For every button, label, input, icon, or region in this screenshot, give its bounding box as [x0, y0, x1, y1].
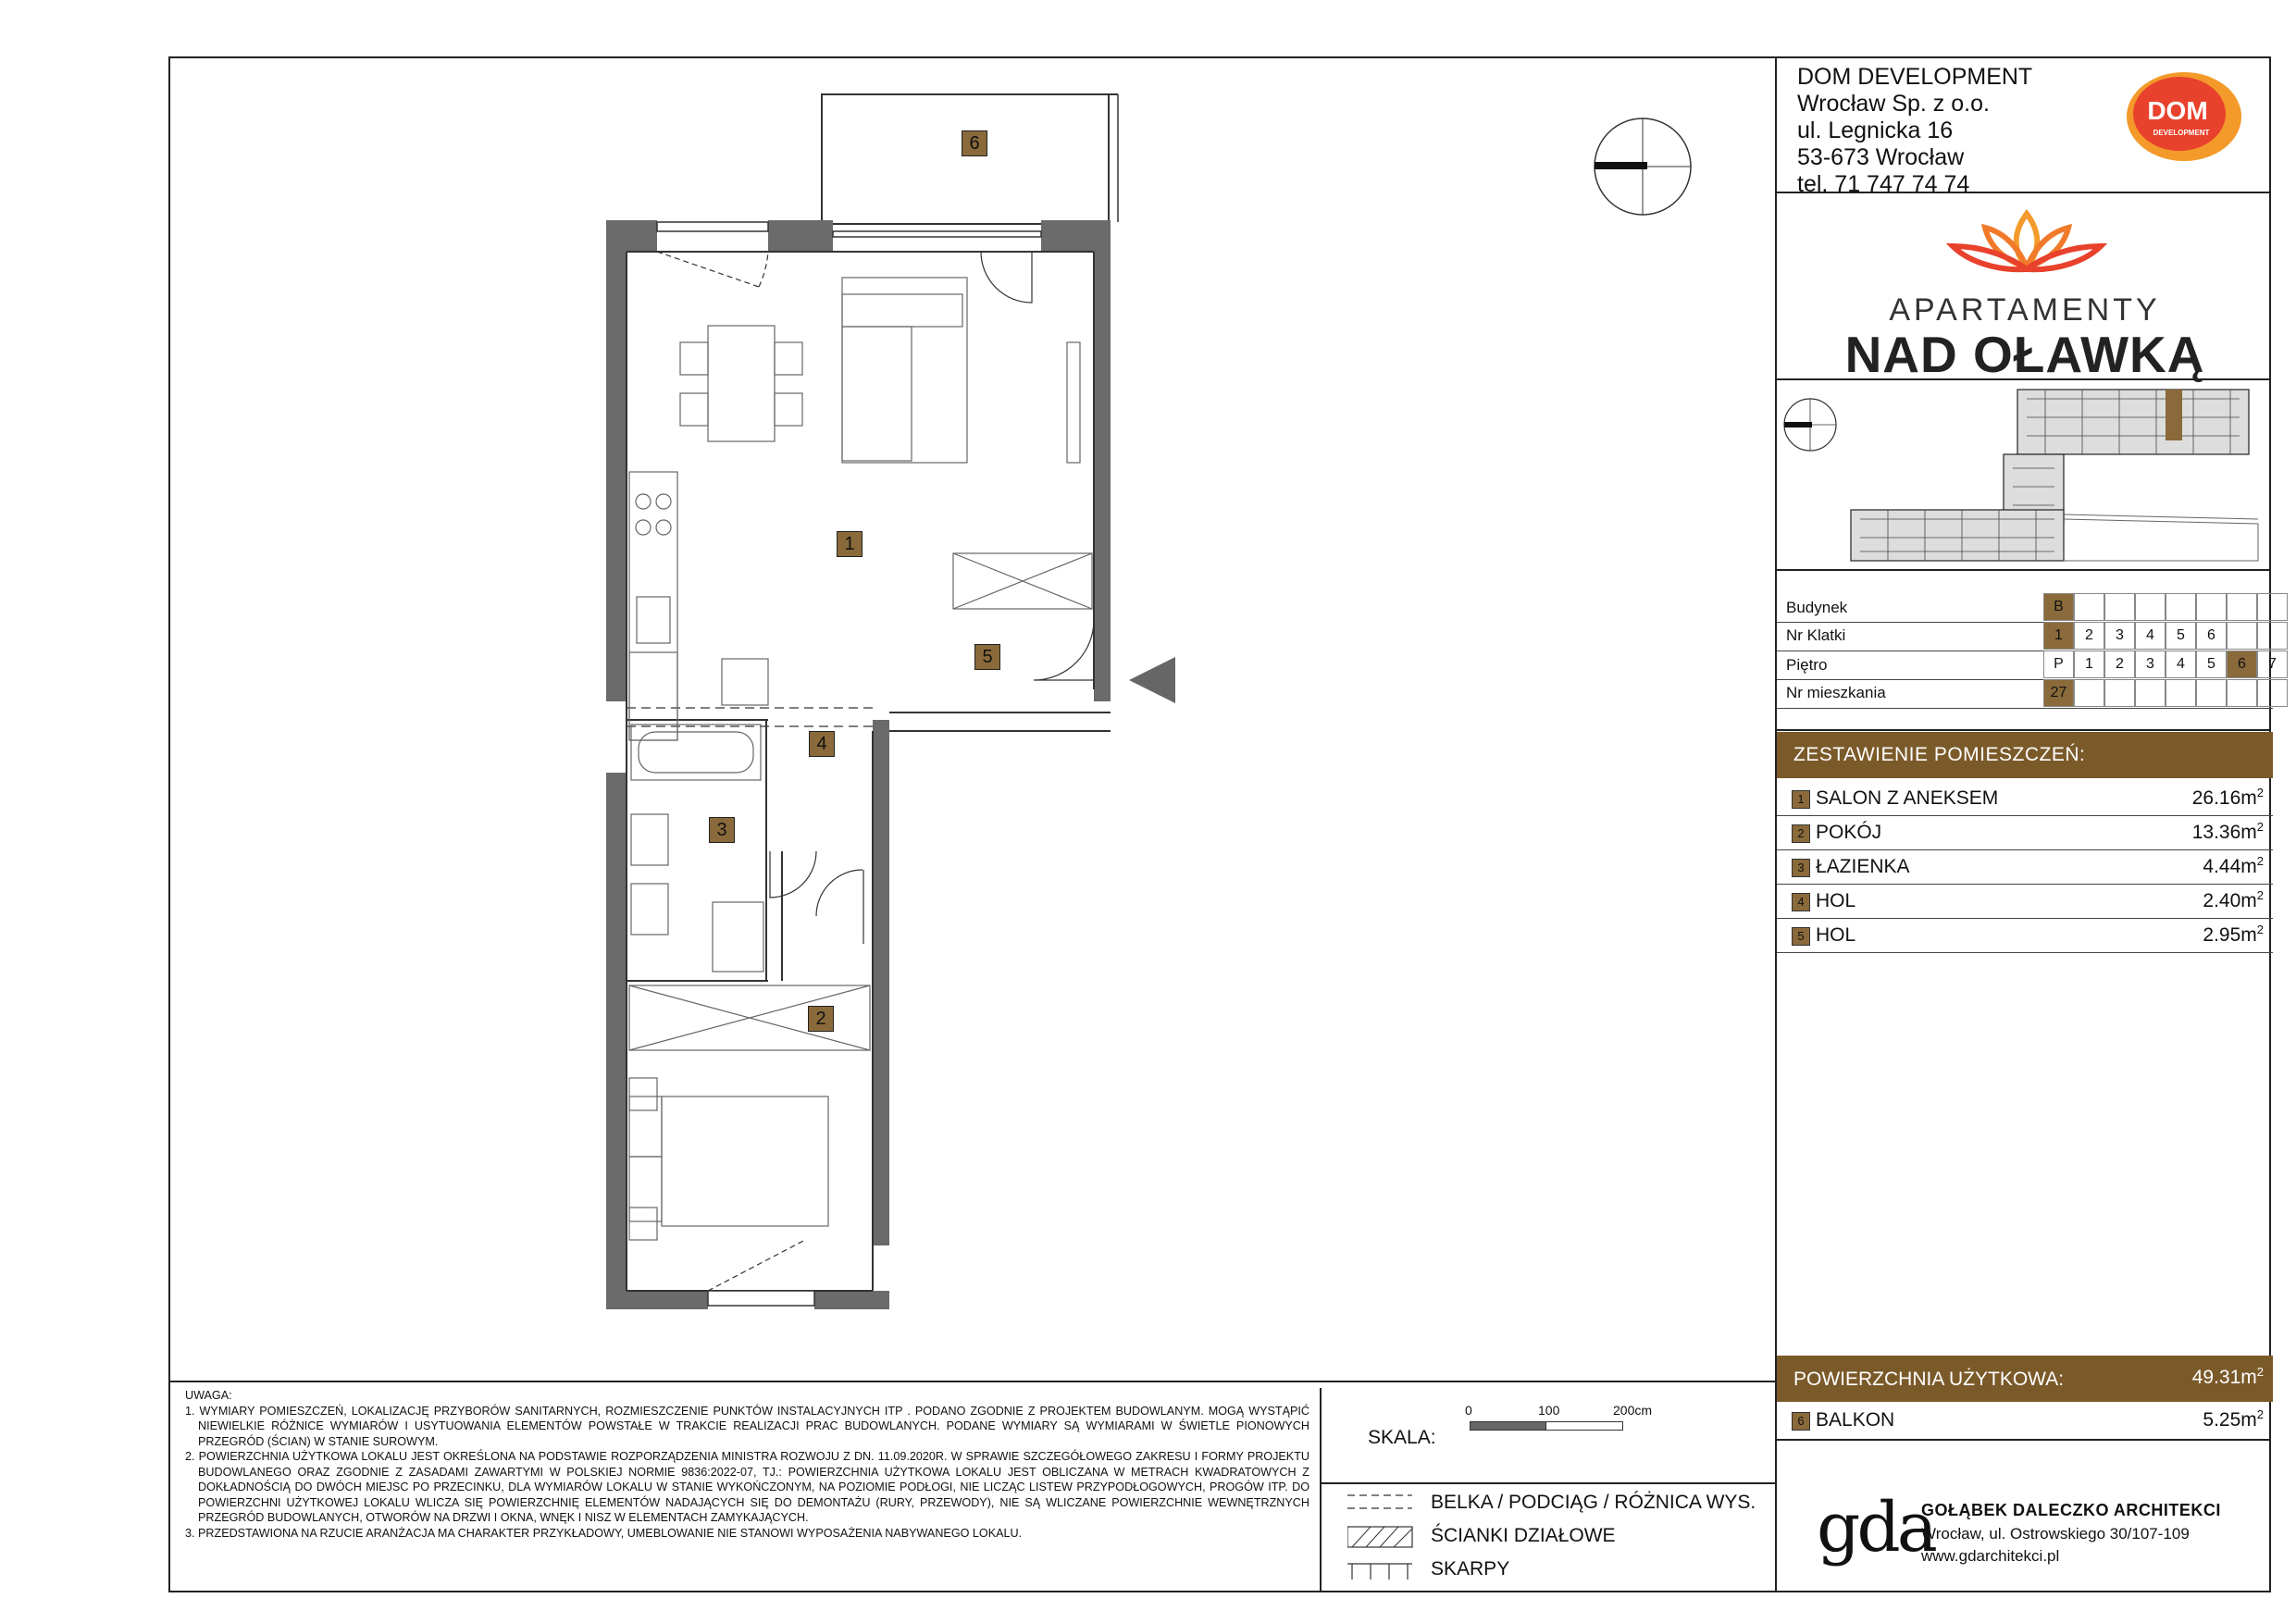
info-klatki-cell: 4 — [2135, 622, 2166, 650]
legend-symbols — [1347, 1492, 1417, 1584]
info-mieszkanie-cell — [2227, 679, 2257, 707]
notes-block — [185, 1388, 1309, 1541]
rooms-summary-title: ZESTAWIENIE POMIESZCZEŃ: — [1793, 744, 2086, 765]
info-pietro-cell: 7 — [2257, 650, 2288, 678]
room-row — [1777, 885, 2273, 919]
balcony-name: BALKON — [1816, 1409, 1895, 1431]
info-mieszkanie-cell: 27 — [2043, 679, 2074, 707]
room-area: $13.36m^2$ — [2191, 820, 2264, 843]
info-klatki-cell: 6 — [2196, 622, 2227, 650]
info-pietro-cell: 4 — [2166, 650, 2196, 678]
balcony-num: 6 — [1792, 1412, 1810, 1431]
room-num: 5 — [1792, 927, 1810, 946]
building-key-plan — [1777, 380, 2273, 565]
info-klatki-cell: 1 — [2043, 622, 2074, 650]
company-street: ul. Legnicka 16 — [1797, 118, 1954, 143]
bed — [629, 1078, 828, 1240]
plan-tag-lazienka: 3 — [709, 817, 735, 843]
room-area: $2.40m^2$ — [2203, 888, 2264, 911]
scale-bar-dark — [1470, 1421, 1547, 1431]
scale-block — [1320, 1388, 1775, 1484]
usable-area-value: $49.31m^2$ — [2191, 1365, 2264, 1388]
legend-beam: BELKA / PODCIĄG / RÓŻNICA WYS. — [1431, 1492, 1756, 1513]
balcony-area: $5.25m^2$ — [2203, 1407, 2264, 1431]
sofa — [842, 278, 967, 463]
usable-area-label: POWIERZCHNIA UŻYTKOWA: — [1793, 1369, 2065, 1390]
company-city: 53-673 Wrocław — [1797, 144, 1965, 170]
note-1: 1. WYMIARY POMIESZCZEŃ, LOKALIZACJĘ PRZYBORÓW SANITARNYCH, ROZMIESZCZENIE PUNKTÓW INSTALACYJNYCH ITP . PODANO ZGODNIE Z PROJEKTEM BUDOWLANYM. MOGĄ WYSTĄPIĆ NIEWIELKIE RÓŻNICE WYMIARÓW I USYTUOWANIA ELEMENTÓW POWSTAŁE W TRAKCIE REALIZACJI PRAC BUDOWLANYCH. PODANE WYMIARY SĄ WYMIARAMI W ŚWIETLE PIONOWYCH PRZEGRÓD (ŚCIAN) W STANIE SUROWYM. — [185, 1404, 1309, 1448]
floor-plan — [555, 83, 1222, 1379]
company-line2: Wrocław Sp. z o.o. — [1797, 91, 1990, 117]
balcony-row — [1777, 1404, 2273, 1437]
info-pietro-cell: 6 — [2227, 650, 2257, 678]
legend-block — [1320, 1484, 1775, 1592]
info-mieszkanie-cell — [2104, 679, 2135, 707]
info-budynek-cell: B — [2043, 593, 2074, 621]
kitchen — [629, 472, 677, 740]
label-budynek: Budynek — [1786, 599, 1848, 616]
label-pietro: Piętro — [1786, 656, 1828, 674]
room-num: 3 — [1792, 859, 1810, 877]
plan-tag-pokoj: 2 — [808, 1006, 834, 1032]
bathtub — [631, 725, 761, 780]
project-name-line1: APARTAMENTY — [1889, 292, 2161, 328]
north-compass-icon — [1592, 116, 1694, 217]
legend-partition: ŚCIANKI DZIAŁOWE — [1431, 1525, 1616, 1546]
info-pietro-cell: 3 — [2135, 650, 2166, 678]
info-budynek-cell — [2074, 593, 2104, 621]
room-num: 2 — [1792, 824, 1810, 843]
info-pietro-cell: P — [2043, 650, 2074, 678]
room-row — [1777, 816, 2273, 850]
dining-set — [680, 326, 802, 441]
room-area: $26.16m^2$ — [2191, 786, 2264, 809]
dom-logo-text: DOM — [2147, 96, 2208, 125]
dom-logo-sub: DEVELOPMENT — [2153, 129, 2210, 137]
scale-label: SKALA: — [1368, 1427, 1436, 1448]
info-mieszkanie-cell — [2166, 679, 2196, 707]
architect-block — [1775, 1484, 2271, 1592]
plan-tag-balcony: 6 — [962, 130, 987, 156]
room-row — [1777, 782, 2273, 816]
company-phone: tel. 71 747 74 74 — [1797, 171, 1970, 197]
room-row — [1777, 850, 2273, 885]
architect-web: www.gdarchitekci.pl — [1921, 1547, 2060, 1565]
info-klatki-cell: 2 — [2074, 622, 2104, 650]
scale-tick-100: 100 — [1538, 1403, 1560, 1418]
architect-name: GOŁĄBEK DALECZKO ARCHITEKCI — [1921, 1501, 2221, 1519]
walls — [606, 220, 1111, 1309]
gda-logo: gda — [1817, 1488, 1934, 1567]
rooms-summary-header — [1777, 732, 2273, 778]
note-3: 3. PRZEDSTAWIONA NA RZUCIE ARANŻACJA MA CHARAKTER PRZYKŁADOWY, UMEBLOWANIE NIE STANOWI WYPOSAŻENIA NABYWANEGO LOKALU. — [185, 1526, 1023, 1540]
company-name: DOM DEVELOPMENT — [1797, 64, 2033, 90]
note-2: 2. POWIERZCHNIA UŻYTKOWA LOKALU JEST OKREŚLONA NA PODSTAWIE ROZPORZĄDZENIA MINISTRA ROZWOJU Z DN. 11.09.2020R. W SPRAWIE SZCZEGÓŁOWEGO ZAKRESU I FORMY PROJEKTU BUDOWLANEGO ORAZ ZGODNIE Z ZASADAMI ZAWARTYMI W POLSKIEJ NORMIE 9836:2022-07, TJ.: POWIERZCHNIA UŻYTKOWA LOKALU JEST OBLICZANA W METRACH KWADRATOWYCH Z DOKŁADNOŚCIĄ DO DWÓCH MIEJSC PO PRZECINKU, DLA WYMIARÓW LOKALU W STANIE WYKOŃCZONYM, NA POZIOMIE PODŁOGI, NIE LICZĄC LISTEW PRZYPODŁOGOWYCH, PROGÓW ITP. DO POWIERZCHNI UŻYTKOWEJ LOKALU WLICZA SIĘ POWIERZCHNIĘ ELEMENTÓW NADAJĄCYCH SIĘ DO DEMONTAŻU (RURY, PRZEWODY), NIE SĄ WLICZANE POWIERZCHNIE WEWNĘTRZNYCH PRZEGRÓD BUDOWLANYCH, OTWORÓW NA DRZWI I OKNA, WNĘK I NISZ W ELEMENTACH ZAMYKAJĄCYCH. — [185, 1450, 1309, 1524]
info-klatki-cell: 3 — [2104, 622, 2135, 650]
plan-tag-hol-4: 4 — [809, 731, 835, 757]
info-mieszkanie-cell — [2196, 679, 2227, 707]
info-klatki-cell: 5 — [2166, 622, 2196, 650]
room-name: POKÓJ — [1816, 822, 1882, 843]
room-num: 1 — [1792, 790, 1810, 809]
usable-area-header — [1777, 1356, 2273, 1402]
scale-tick-200: 200cm — [1613, 1403, 1653, 1418]
info-budynek-cell — [2196, 593, 2227, 621]
scale-bar-light — [1545, 1421, 1623, 1431]
info-pietro-cell: 5 — [2196, 650, 2227, 678]
plan-tag-hol-5: 5 — [974, 644, 1000, 670]
room-row — [1777, 919, 2273, 953]
notes-title: UWAGA: — [185, 1389, 232, 1402]
plan-tag-salon: 1 — [837, 531, 863, 557]
info-budynek-cell — [2166, 593, 2196, 621]
info-pietro-cell: 1 — [2074, 650, 2104, 678]
info-budynek-cell — [2227, 593, 2257, 621]
balcony-outline — [822, 94, 1109, 224]
apartment-info-table — [1777, 593, 2277, 713]
room-num: 4 — [1792, 893, 1810, 911]
room-name: ŁAZIENKA — [1816, 856, 1910, 877]
room-name: HOL — [1816, 924, 1856, 946]
entry-arrow-icon — [1129, 657, 1175, 703]
legend-slopes: SKARPY — [1431, 1558, 1510, 1580]
info-pietro-cell: 2 — [2104, 650, 2135, 678]
label-klatka: Nr Klatki — [1786, 626, 1846, 644]
architect-address: Wrocław, ul. Ostrowskiego 30/107-109 — [1921, 1525, 2190, 1542]
info-budynek-cell — [2135, 593, 2166, 621]
info-mieszkanie-cell — [2074, 679, 2104, 707]
label-mieszkanie: Nr mieszkania — [1786, 684, 1886, 701]
room-name: SALON Z ANEKSEM — [1816, 787, 1999, 809]
info-mieszkanie-cell — [2257, 679, 2288, 707]
room-area: $2.95m^2$ — [2203, 923, 2264, 946]
info-klatki-cell — [2227, 622, 2257, 650]
room-area: $4.44m^2$ — [2203, 854, 2264, 877]
dom-development-logo — [2115, 66, 2253, 167]
room-name: HOL — [1816, 890, 1856, 911]
info-budynek-cell — [2104, 593, 2135, 621]
notes-divider — [168, 1381, 1775, 1382]
info-mieszkanie-cell — [2135, 679, 2166, 707]
scale-tick-0: 0 — [1465, 1403, 1472, 1418]
project-name-line2: NAD OŁAWKĄ — [1844, 326, 2205, 383]
info-klatki-cell — [2257, 622, 2288, 650]
info-budynek-cell — [2257, 593, 2288, 621]
lotus-logo-icon — [1939, 195, 2115, 288]
title-block — [1775, 56, 2277, 1592]
developer-address — [1797, 64, 2032, 198]
